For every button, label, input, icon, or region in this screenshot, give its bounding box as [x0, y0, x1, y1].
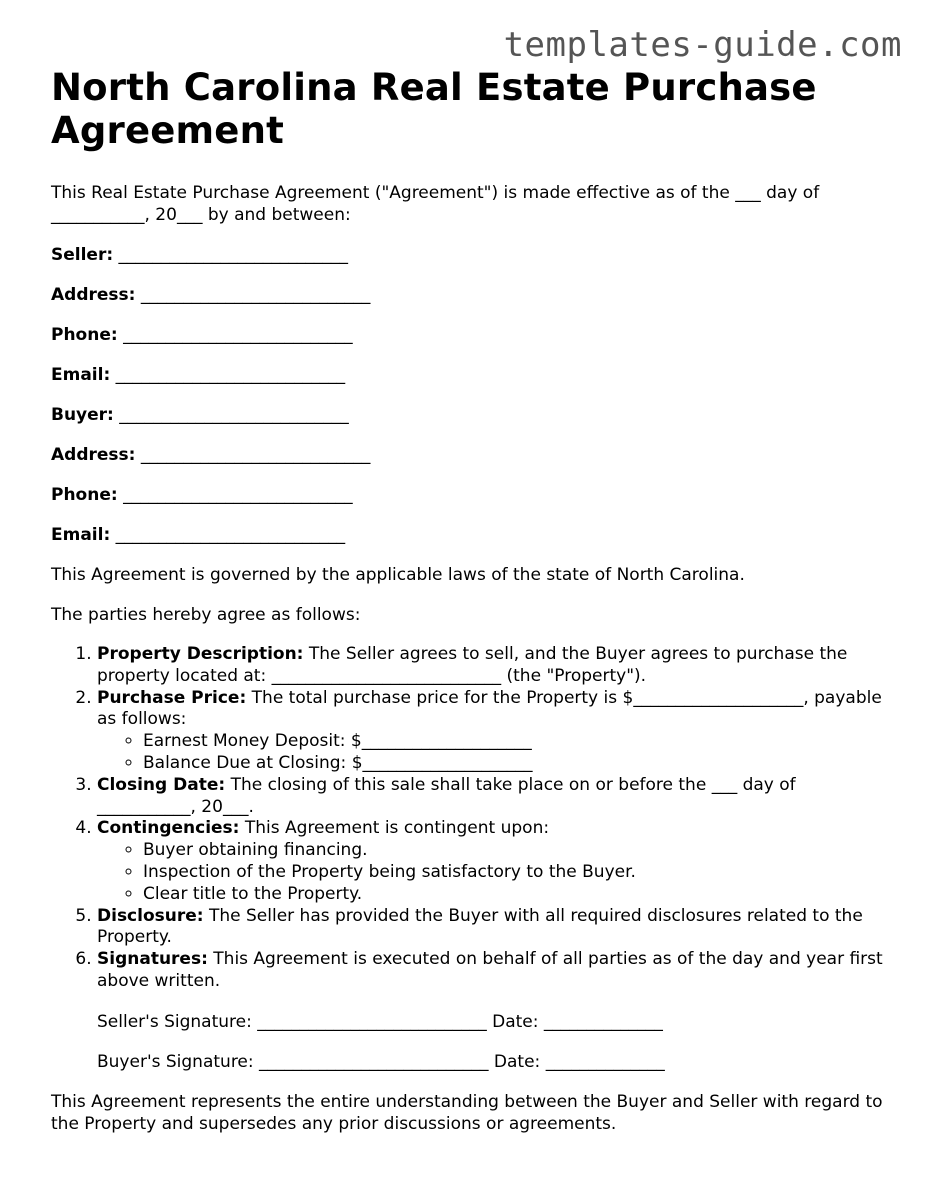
field-label: Email: [51, 525, 111, 545]
blank-line: ___________________________ [140, 445, 371, 465]
sub-list [97, 731, 891, 775]
list-item [97, 949, 891, 1073]
sub-list-item: ◦ Earnest Money Deposit: $____________________ [143, 731, 891, 753]
buyer-signature-line: Buyer's Signature: ___________________________ Date: ______________ [97, 1051, 665, 1072]
blank-line: ___________________________ [115, 525, 346, 545]
item-text: This Agreement is contingent upon: [244, 818, 550, 839]
blank-line: ___________________________ [115, 365, 346, 385]
document-page [51, 66, 891, 1135]
agreement-intro: The parties hereby agree as follows: [51, 605, 361, 625]
sub-list [97, 840, 891, 905]
buyer-name-field [51, 404, 891, 426]
watermark: templates-guide.com [503, 25, 902, 65]
item-text: The Seller has provided the Buyer with all required disclosures related to the Property. [97, 905, 863, 948]
field-label: Email: [51, 365, 111, 385]
blank-line: ___________________________ [123, 485, 353, 505]
field-label: Address: [51, 285, 136, 305]
item-heading: Purchase Price: [97, 687, 247, 708]
sub-list-item: ◦ Inspection of the Property being satisfactory to the Buyer. [143, 862, 891, 884]
blank-line: ___________________________ [123, 325, 353, 345]
buyer-email-field [51, 524, 891, 546]
buyer-phone-field [51, 484, 891, 506]
seller-phone-field [51, 324, 891, 346]
seller-address-field [51, 284, 891, 306]
buyer-address-field [51, 444, 891, 466]
field-label: Buyer: [51, 405, 114, 425]
sub-list-item: ◦ Clear title to the Property. [143, 884, 891, 906]
item-heading: Closing Date: [97, 774, 226, 795]
page-title: North Carolina Real Estate Purchase Agreement [51, 66, 817, 152]
blank-line: ___________________________ [140, 285, 371, 305]
blank-line: ___________________________ [118, 245, 349, 265]
intro-paragraph: This Real Estate Purchase Agreement ("Agreement") is made effective as of the ___ day of ___________, 20___ by and between: [51, 183, 820, 225]
list-item [97, 775, 891, 819]
item-heading: Property Description: [97, 644, 304, 664]
list-item [97, 644, 891, 688]
item-text: This Agreement is executed on behalf of all parties as of the day and year first above written. [97, 949, 883, 991]
governing-law: This Agreement is governed by the applicable laws of the state of North Carolina. [51, 565, 745, 585]
item-text: The total purchase price for the Property is $____________________, payable as follows: [97, 687, 882, 730]
field-label: Phone: [51, 485, 118, 505]
list-item [97, 818, 891, 905]
sub-list-item: ◦ Balance Due at Closing: $____________________ [143, 753, 891, 775]
terms-list [51, 644, 891, 1073]
blank-line: ___________________________ [119, 405, 349, 425]
closing-paragraph: This Agreement represents the entire understanding between the Buyer and Seller with regard to the Property and supersedes any prior discussions or agreements. [51, 1091, 883, 1134]
item-text: The Seller agrees to sell, and the Buyer agrees to purchase the property located at: ___________________________ (the "Property"). [97, 644, 848, 686]
sub-list-item: ◦ Buyer obtaining financing. [143, 840, 891, 862]
field-label: Phone: [51, 325, 118, 345]
field-label: Address: [51, 445, 136, 465]
list-item [97, 688, 891, 775]
item-heading: Contingencies: [97, 818, 240, 839]
item-text: The closing of this sale shall take place on or before the ___ day of ___________, 20___. [97, 774, 796, 817]
list-item [97, 906, 891, 950]
seller-signature-line: Seller's Signature: ___________________________ Date: ______________ [97, 1011, 663, 1032]
seller-name-field [51, 244, 891, 266]
seller-email-field [51, 364, 891, 386]
field-label: Seller: [51, 245, 114, 265]
item-heading: Signatures: [97, 949, 208, 970]
item-heading: Disclosure: [97, 905, 204, 926]
